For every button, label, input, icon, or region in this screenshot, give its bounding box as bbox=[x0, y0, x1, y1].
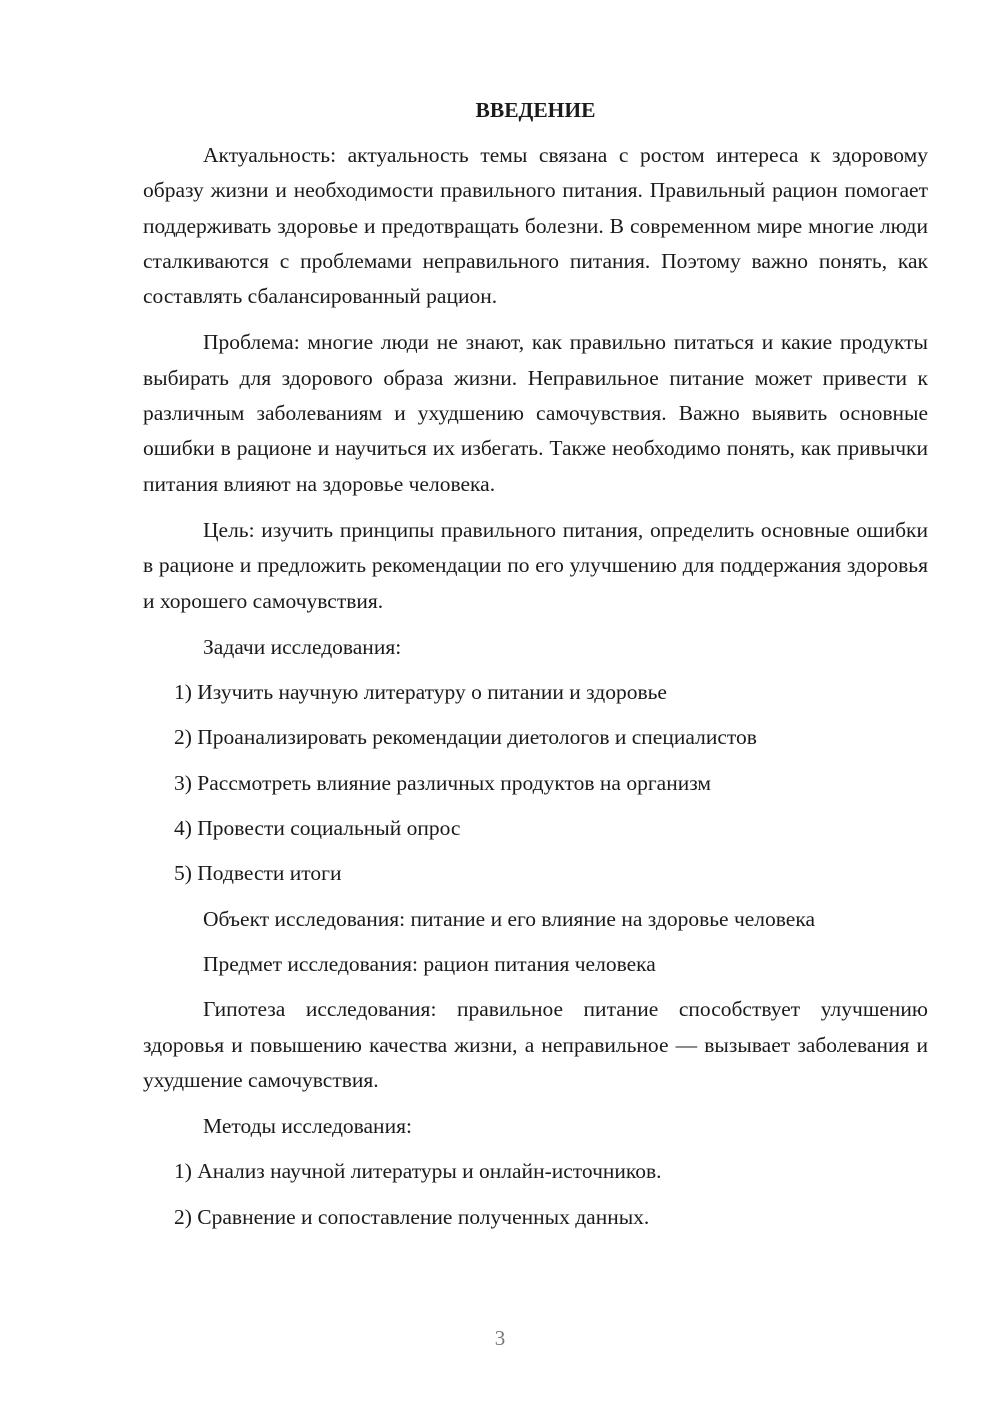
page-content bbox=[143, 93, 928, 1245]
research-subject: Предмет исследования: рацион питания человека bbox=[203, 951, 656, 976]
method-item: 1) Анализ научной литературы и онлайн-источников. bbox=[174, 1159, 662, 1184]
hypothesis-paragraph: Гипотеза исследования: правильное питание способствует улучшению здоровья и повышению качества жизни, а неправильное — вызывает заболевания и ухудшение самочувствия. bbox=[143, 997, 928, 1092]
page-number: 3 bbox=[494, 1326, 506, 1350]
task-item: 3) Рассмотреть влияние различных продуктов на организм bbox=[174, 770, 712, 795]
research-object: Объект исследования: питание и его влияние на здоровье человека bbox=[203, 906, 816, 931]
methods-title: Методы исследования: bbox=[203, 1114, 412, 1139]
tasks-title: Задачи исследования: bbox=[203, 634, 402, 659]
task-item: 2) Проанализировать рекомендации диетологов и специалистов bbox=[174, 725, 757, 750]
task-item: 4) Провести социальный опрос bbox=[174, 816, 461, 841]
method-item: 2) Сравнение и сопоставление полученных данных. bbox=[174, 1204, 650, 1229]
relevance-paragraph: Актуальность: актуальность темы связана с ростом интереса к здоровому образу жизни и необходимости правильного питания. Правильный рацион помогает поддерживать здоровье и предотвращать болезни. В современном мире многие люди сталкиваются с проблемами неправильного питания. Поэтому важно понять, как составлять сбалансированный рацион. bbox=[143, 143, 928, 309]
task-item: 5) Подвести итоги bbox=[174, 861, 342, 886]
problem-paragraph: Проблема: многие люди не знают, как правильно питаться и какие продукты выбирать для здорового образа жизни. Неправильное питание может привести к различным заболеваниям и ухудшению самочувствия. Важно выявить основные ошибки в рационе и научиться их избегать. Также необходимо понять, как привычки питания влияют на здоровье человека. bbox=[143, 330, 928, 496]
goal-paragraph: Цель: изучить принципы правильного питания, определить основные ошибки в рационе и предложить рекомендации по его улучшению для поддержания здоровья и хорошего самочувствия. bbox=[143, 517, 928, 613]
task-item: 1) Изучить научную литературу о питании и здоровье bbox=[174, 680, 667, 705]
page-heading: ВВЕДЕНИЕ bbox=[475, 98, 596, 122]
